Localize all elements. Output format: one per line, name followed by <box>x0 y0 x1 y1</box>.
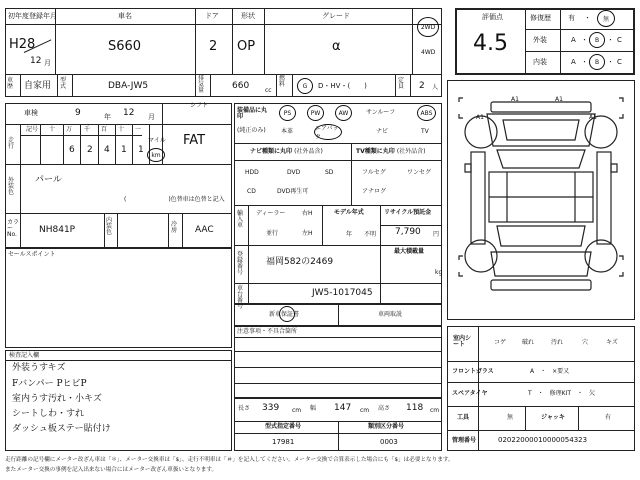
sales-point-label: セールスポイント <box>8 251 56 258</box>
inspector-line-5: ダッシュ板ステー貼付け <box>12 424 111 434</box>
mileage-digit-1: 6 <box>69 145 75 155</box>
ac-value: AAC <box>195 225 214 235</box>
length-label: 長さ <box>238 405 251 412</box>
inspector-line-4: シートしわ・すれ <box>12 409 85 419</box>
repair-dot: ・ <box>584 14 591 22</box>
eq-tv: TV <box>421 128 429 135</box>
seat-item-burn: コゲ <box>494 339 507 346</box>
tv-type-sub: (社外品含) <box>396 148 426 155</box>
seat-item-tear: 破れ <box>522 339 535 346</box>
tv-type-label <box>356 149 426 155</box>
doors-value: 2 <box>209 39 218 54</box>
chassis-label: 車台番号 <box>237 285 244 310</box>
reg-number-value: 福岡582の2469 <box>266 257 334 267</box>
mileage-col-divider <box>40 124 41 164</box>
inspector-line-1: 外装うすキズ <box>12 363 66 373</box>
ext-color-label: 外装色 <box>8 177 15 196</box>
repair-yes: 有 <box>568 14 575 22</box>
reg-number-label: 登録番号 <box>237 251 244 276</box>
color-change-note: ( )色替車は色替と記入 <box>124 196 225 203</box>
airbag-circle <box>314 124 342 140</box>
header-table <box>5 8 442 75</box>
length-value: 339 <box>262 403 280 413</box>
new-warranty-circle <box>279 306 295 322</box>
displacement-value: 660 <box>232 81 250 91</box>
mileage-col-label: 十 <box>118 126 125 133</box>
mileage-col-divider <box>132 124 133 164</box>
manual: 車両取説 <box>378 311 403 318</box>
grade-value: α <box>332 39 341 54</box>
mgmt-label: 管理番号 <box>452 437 477 444</box>
usage-value: 自家用 <box>24 81 52 91</box>
damage-a1-front-right: A1 <box>555 96 563 103</box>
mileage-col-label: 十 <box>49 126 56 133</box>
height-value: 118 <box>406 403 424 413</box>
eq-aw: AW <box>338 109 349 117</box>
mileage-col-divider <box>115 124 116 164</box>
int-dot-1: ・ <box>581 58 588 66</box>
repair-no: 無 <box>602 16 609 23</box>
inspection-year: 9 <box>75 108 81 118</box>
inspection-year-unit: 年 <box>104 113 111 121</box>
height-unit: cm <box>430 407 440 414</box>
int-grade-a: A <box>571 58 576 66</box>
eq-abs: ABS <box>420 109 433 117</box>
damage-a1-front: A1 <box>511 96 519 103</box>
footer-line-1: 走行距離の記号欄にメーター改ざん車は「＊」、メーター交換車は「$」、走行不明車は「＃」を記入してください。メーター交換で合算表示した場合にも「$」は必要となります。 <box>5 457 454 463</box>
model-year-unknown: 不明 <box>364 231 377 238</box>
recycle-value: 7,790 <box>395 227 421 237</box>
glass-value: A ・ ×要又 <box>530 368 570 375</box>
km-unit-circle <box>147 148 165 162</box>
inspector-line-2: Fバンパー PヒビP <box>12 379 87 389</box>
mileage-label: 走行 <box>8 137 15 150</box>
width-label: 幅 <box>310 405 317 412</box>
aw-circle <box>335 105 352 121</box>
drive-2wd: 2WD <box>420 23 436 31</box>
eq-pw: PW <box>310 109 321 117</box>
mgmt-value: 02022000010000054323 <box>498 436 588 444</box>
ps-circle <box>279 105 296 121</box>
max-load-label: 最大積載量 <box>394 248 425 255</box>
spare-value: T ・ 修理KIT ・ 欠 <box>528 390 596 397</box>
class-label: 類別区分番号 <box>368 423 405 430</box>
mileage-col-label: 百 <box>101 126 108 133</box>
color-code-label: カラーNo. <box>7 219 20 238</box>
mileage-col-divider <box>98 124 99 164</box>
equipment-sub: (純正のみ) <box>237 127 266 134</box>
first-reg-label: 初年度登録年月 <box>8 12 57 20</box>
mileage-digit-5: 1 <box>138 145 144 155</box>
doors-label: ドア <box>205 12 219 20</box>
spare-label: スペアタイヤ <box>452 390 488 397</box>
score-value: 4.5 <box>473 31 508 56</box>
drive-4wd: 4WD <box>421 49 436 56</box>
length-unit: cm <box>292 407 302 414</box>
width-value: 147 <box>334 403 352 413</box>
type-cert-label: 型式指定番号 <box>265 423 302 430</box>
navi-type-sd: SD <box>325 169 334 176</box>
tv-type-analog: アナログ <box>362 188 387 195</box>
shift-label: シフト <box>190 102 209 109</box>
fuel-g-circle <box>297 78 313 94</box>
score-label: 評価点 <box>482 13 503 21</box>
model-value: S660 <box>108 39 142 54</box>
capacity-value: 2 <box>419 81 425 91</box>
mileage-digit-2: 2 <box>87 145 93 155</box>
navi-type-sub: (社外品含) <box>294 148 323 155</box>
ext-grade-c: C <box>617 36 622 44</box>
fuel-g: G <box>302 82 308 90</box>
seat-item-scratch: キズ <box>606 339 618 346</box>
ext-grade-b-circle <box>589 32 605 48</box>
notes-label: 注意事項・不具合箇所 <box>237 328 298 335</box>
mileage-col-divider <box>80 124 81 164</box>
repair-no-circle <box>597 10 615 27</box>
pw-circle <box>307 105 324 121</box>
recycle-label: リサイクル預託金 <box>384 209 432 216</box>
color-code-value: NH841P <box>39 225 76 235</box>
import-parallel: 並行 <box>266 230 279 237</box>
abs-circle <box>417 105 436 121</box>
sales-point-box <box>5 248 232 348</box>
recycle-yen: 円 <box>433 231 440 238</box>
height-label: 高さ <box>378 405 391 412</box>
int-grade-c: C <box>617 58 622 66</box>
body-label: 形状 <box>241 12 255 20</box>
equipment-label: 装備品に丸印 <box>237 107 268 120</box>
first-reg-month: 12 <box>30 56 42 66</box>
navi-type-label-text: ナビ種類に丸印 <box>250 148 293 155</box>
damage-a1-left: A1 <box>476 114 484 121</box>
import-right: 右H <box>302 210 313 217</box>
ext-color-value: パール <box>35 175 62 185</box>
chassis-value: JW5-1017045 <box>312 288 373 298</box>
ext-dot-2: ・ <box>607 36 614 44</box>
inspection-month-unit: 月 <box>148 113 155 121</box>
int-grade-b: B <box>594 58 600 66</box>
capacity-unit: 人 <box>432 84 439 91</box>
int-color-label: 内装色 <box>106 217 113 236</box>
navi-type-hdd: HDD <box>245 169 259 176</box>
seat-item-stain: 汚れ <box>551 339 564 346</box>
mileage-col-divider <box>63 124 64 164</box>
shift-value: FAT <box>183 133 206 148</box>
seat-label: 室内シート <box>453 335 472 348</box>
navi-type-cd: CD <box>247 188 256 195</box>
displacement-label: 排気量 <box>198 75 205 94</box>
model-label: 車名 <box>118 12 132 20</box>
new-warranty: 新車保証書 <box>269 311 300 318</box>
repair-label: 修復歴 <box>530 14 551 22</box>
mileage-col-label: 一 <box>135 126 142 133</box>
navi-type-dvd: DVD <box>287 169 301 176</box>
grade-label: グレード <box>322 12 350 20</box>
spec-row <box>5 74 442 97</box>
import-label: 輸入車 <box>237 210 244 229</box>
interior-grade-label: 内装 <box>533 58 547 66</box>
km-unit: km <box>151 151 161 159</box>
mileage-col-label: 万 <box>66 126 73 133</box>
ext-dot-1: ・ <box>581 36 588 44</box>
int-dot-2: ・ <box>607 58 614 66</box>
mileage-digit-3: 4 <box>104 145 110 155</box>
footer-line-2: またメーター交換の事例を記入出来ない場合にはメーター改ざん車扱いとなります。 <box>5 467 218 473</box>
first-reg-year: H28 <box>9 37 36 52</box>
eq-ps: PS <box>283 109 292 117</box>
inspection-month: 12 <box>123 108 135 118</box>
jack-value: 有 <box>605 414 612 421</box>
ext-grade-b: B <box>594 36 600 44</box>
capacity-label: 定員 <box>398 77 405 90</box>
eq-leather: 本革 <box>281 128 294 135</box>
mileage-digit-4: 1 <box>121 145 127 155</box>
import-left: 左H <box>302 230 313 237</box>
cc-unit: cc <box>265 87 272 94</box>
fuel-others: D・HV・( ) <box>318 82 367 90</box>
tv-type-oneseg: ワンセグ <box>407 169 432 176</box>
seat-item-hole: 穴 <box>582 339 589 346</box>
navi-type-label <box>250 149 323 155</box>
type-cert-value: 17981 <box>272 438 295 446</box>
class-value: 0003 <box>380 438 398 446</box>
type-label: 型式 <box>60 77 67 90</box>
tools-value: 無 <box>507 414 514 421</box>
mileage-col-label: 記号 <box>26 126 39 133</box>
mile-unit: マイル <box>148 137 166 144</box>
tools-label: 工具 <box>457 414 470 421</box>
model-year-year: 年 <box>346 231 353 238</box>
model-year-label: モデル年式 <box>334 209 364 216</box>
eq-sunroof: サンルーフ <box>366 109 396 116</box>
damage-a1-right: A1 <box>589 114 597 121</box>
glass-label: フロントガラス <box>452 368 494 375</box>
inspector-line-3: 室内うす汚れ・小キズ <box>12 394 102 404</box>
drive-2wd-circle <box>417 17 439 37</box>
eq-airbag: エアバック <box>315 125 339 141</box>
inspector-label: 検査記入欄 <box>9 352 40 359</box>
fuel-label: 燃料 <box>279 75 286 88</box>
width-unit: cm <box>360 407 370 414</box>
usage-label: 車歴 <box>7 77 14 90</box>
eq-navi: ナビ <box>376 128 389 135</box>
jack-label: ジャッキ <box>541 414 565 421</box>
body-value: OP <box>237 39 256 54</box>
tv-type-label-text: TV種類に丸印 <box>356 148 395 155</box>
exterior-grade-label: 外装 <box>533 36 547 44</box>
type-value: DBA-JW5 <box>108 81 149 91</box>
inspection-label: 車検 <box>24 109 38 117</box>
max-load-unit: kg <box>435 269 443 276</box>
tv-type-fullseg: フルセグ <box>362 169 386 176</box>
import-dealer: ディーラー <box>256 210 286 217</box>
ext-grade-a: A <box>571 36 576 44</box>
mileage-col-label: 千 <box>84 126 91 133</box>
navi-type-dvd-play: DVD再生可 <box>277 188 309 195</box>
int-grade-b-circle <box>589 54 605 70</box>
first-reg-month-unit: 月 <box>44 59 51 67</box>
ac-label: 冷房 <box>171 221 178 234</box>
